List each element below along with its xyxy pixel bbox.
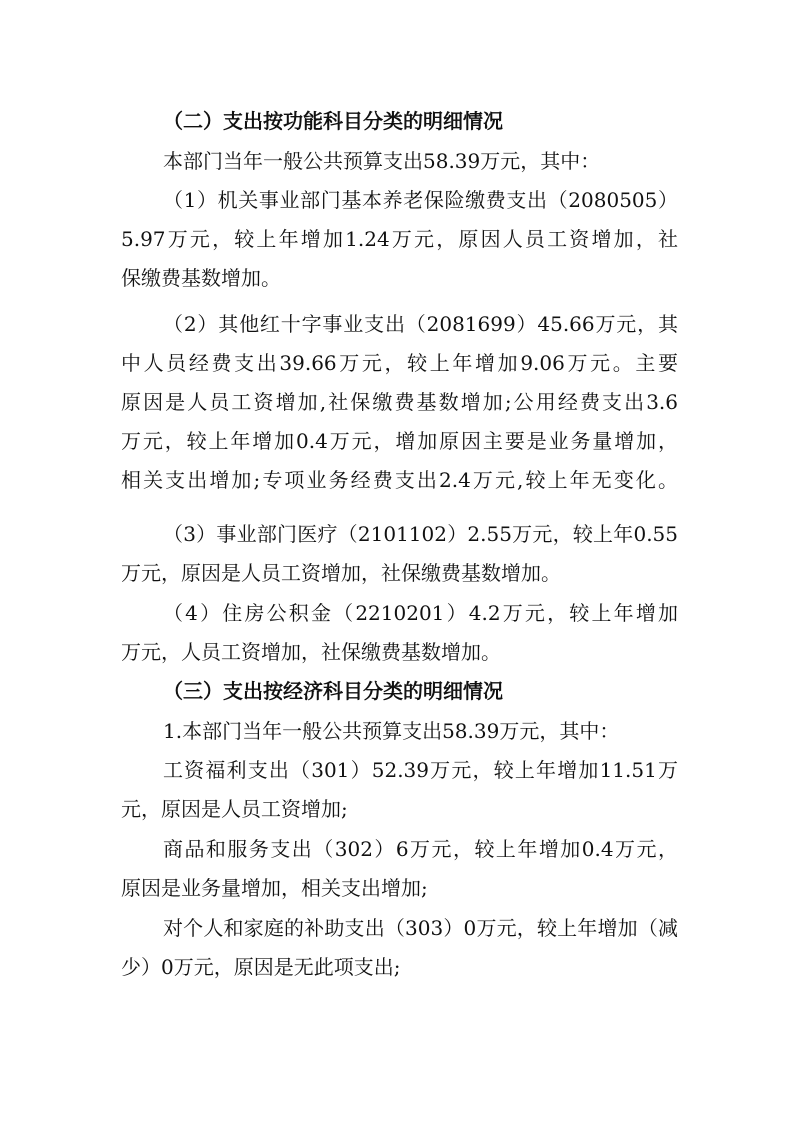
section-heading-functional: （二）支出按功能科目分类的明细情况 xyxy=(163,109,503,133)
item1-line2: 5.97万元，较上年增加1.24万元，原因人员工资增加，社 xyxy=(121,227,678,251)
section2-intro: 本部门当年一般公共预算支出58.39万元，其中： xyxy=(163,149,601,173)
item2-line2: 中人员经费支出39.66万元，较上年增加9.06万元。主要 xyxy=(121,351,678,375)
item1-line1: （1）机关事业部门基本养老保险缴费支出（2080505） xyxy=(163,188,678,212)
section3-intro: 1.本部门当年一般公共预算支出58.39万元，其中： xyxy=(163,719,620,743)
goods-services-line1: 商品和服务支出（302）6万元，较上年增加0.4万元， xyxy=(163,837,678,861)
item2-line4: 万元，较上年增加0.4万元，增加原因主要是业务量增加， xyxy=(121,429,678,453)
wages-line2: 元，原因是人员工资增加; xyxy=(121,797,348,821)
item3-line2: 万元，原因是人员工资增加，社保缴费基数增加。 xyxy=(121,561,561,585)
goods-services-line2: 原因是业务量增加，相关支出增加; xyxy=(121,876,428,900)
item2-line5: 相关支出增加;专项业务经费支出2.4万元,较上年无变化。 xyxy=(121,468,678,492)
item2-line3: 原因是人员工资增加,社保缴费基数增加;公用经费支出3.6 xyxy=(121,390,678,414)
item4-line1: （4）住房公积金（2210201）4.2万元，较上年增加 xyxy=(163,601,678,625)
subsidies-line1: 对个人和家庭的补助支出（303）0万元，较上年增加（减 xyxy=(163,916,678,940)
item4-line2: 万元，人员工资增加，社保缴费基数增加。 xyxy=(121,640,501,664)
wages-line1: 工资福利支出（301）52.39万元，较上年增加11.51万 xyxy=(163,758,678,782)
item3-line1: （3）事业部门医疗（2101102）2.55万元，较上年0.55 xyxy=(163,522,678,546)
section-heading-economic: （三）支出按经济科目分类的明细情况 xyxy=(163,679,503,703)
item2-line1: （2）其他红十字事业支出（2081699）45.66万元，其 xyxy=(163,312,678,336)
item1-line3: 保缴费基数增加。 xyxy=(121,266,281,290)
subsidies-line2: 少）0万元，原因是无此项支出; xyxy=(121,955,401,979)
